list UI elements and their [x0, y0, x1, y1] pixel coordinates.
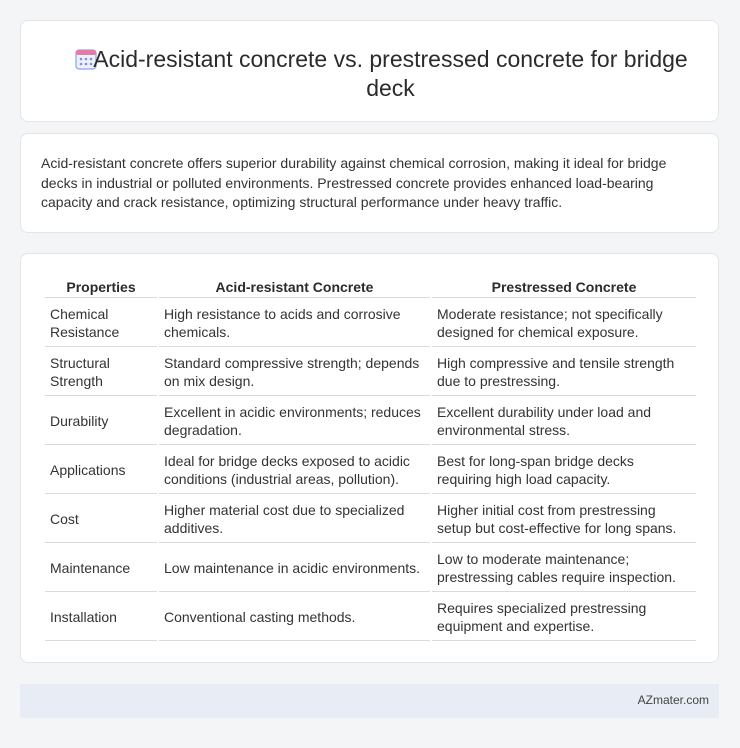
row-prestressed-value: Best for long-span bridge decks requiring high load capacity. [432, 447, 696, 494]
page-title: Acid-resistant concrete vs. prestressed concrete for bridge deck [93, 46, 688, 101]
row-property: Cost [45, 496, 157, 543]
row-property: Structural Strength [45, 349, 157, 396]
row-prestressed-value: High compressive and tensile strength due to prestressing. [432, 349, 696, 396]
row-prestressed-value: Excellent durability under load and environmental stress. [432, 398, 696, 445]
row-acid-value: Ideal for bridge decks exposed to acidic conditions (industrial areas, pollution). [159, 447, 430, 494]
footer-site-link[interactable]: AZmater.com [637, 693, 709, 707]
header-prestressed: Prestressed Concrete [432, 276, 696, 298]
row-property: Installation [45, 594, 157, 641]
row-property: Maintenance [45, 545, 157, 592]
footer-bar [20, 684, 719, 718]
row-acid-value: Low maintenance in acidic environments. [159, 545, 430, 592]
row-property: Durability [45, 398, 157, 445]
table-row [45, 300, 696, 347]
table-header-row [45, 276, 696, 298]
comparison-table [43, 274, 698, 643]
header-properties: Properties [45, 276, 157, 298]
table-row [45, 398, 696, 445]
table-row [45, 447, 696, 494]
row-property: Chemical Resistance [45, 300, 157, 347]
row-acid-value: Excellent in acidic environments; reduces degradation. [159, 398, 430, 445]
title-card [20, 20, 719, 122]
table-row [45, 496, 696, 543]
summary-card [20, 133, 719, 233]
row-prestressed-value: Low to moderate maintenance; prestressing cables require inspection. [432, 545, 696, 592]
row-acid-value: Conventional casting methods. [159, 594, 430, 641]
row-acid-value: High resistance to acids and corrosive chemicals. [159, 300, 430, 347]
table-row [45, 594, 696, 641]
row-property: Applications [45, 447, 157, 494]
row-acid-value: Higher material cost due to specialized additives. [159, 496, 430, 543]
row-prestressed-value: Higher initial cost from prestressing setup but cost-effective for long spans. [432, 496, 696, 543]
row-acid-value: Standard compressive strength; depends on mix design. [159, 349, 430, 396]
comparison-table-card [20, 253, 719, 663]
row-prestressed-value: Moderate resistance; not specifically designed for chemical exposure. [432, 300, 696, 347]
summary-text: Acid-resistant concrete offers superior durability against chemical corrosion, making it ideal for bridge decks in industrial or polluted environments. Prestressed concrete provides enhanced load-bearing capacity and crack resistance, optimizing structural performance under heavy traffic. [41, 155, 667, 210]
row-prestressed-value: Requires specialized prestressing equipment and expertise. [432, 594, 696, 641]
table-row [45, 545, 696, 592]
table-row [45, 349, 696, 396]
header-acid-resistant: Acid-resistant Concrete [159, 276, 430, 298]
